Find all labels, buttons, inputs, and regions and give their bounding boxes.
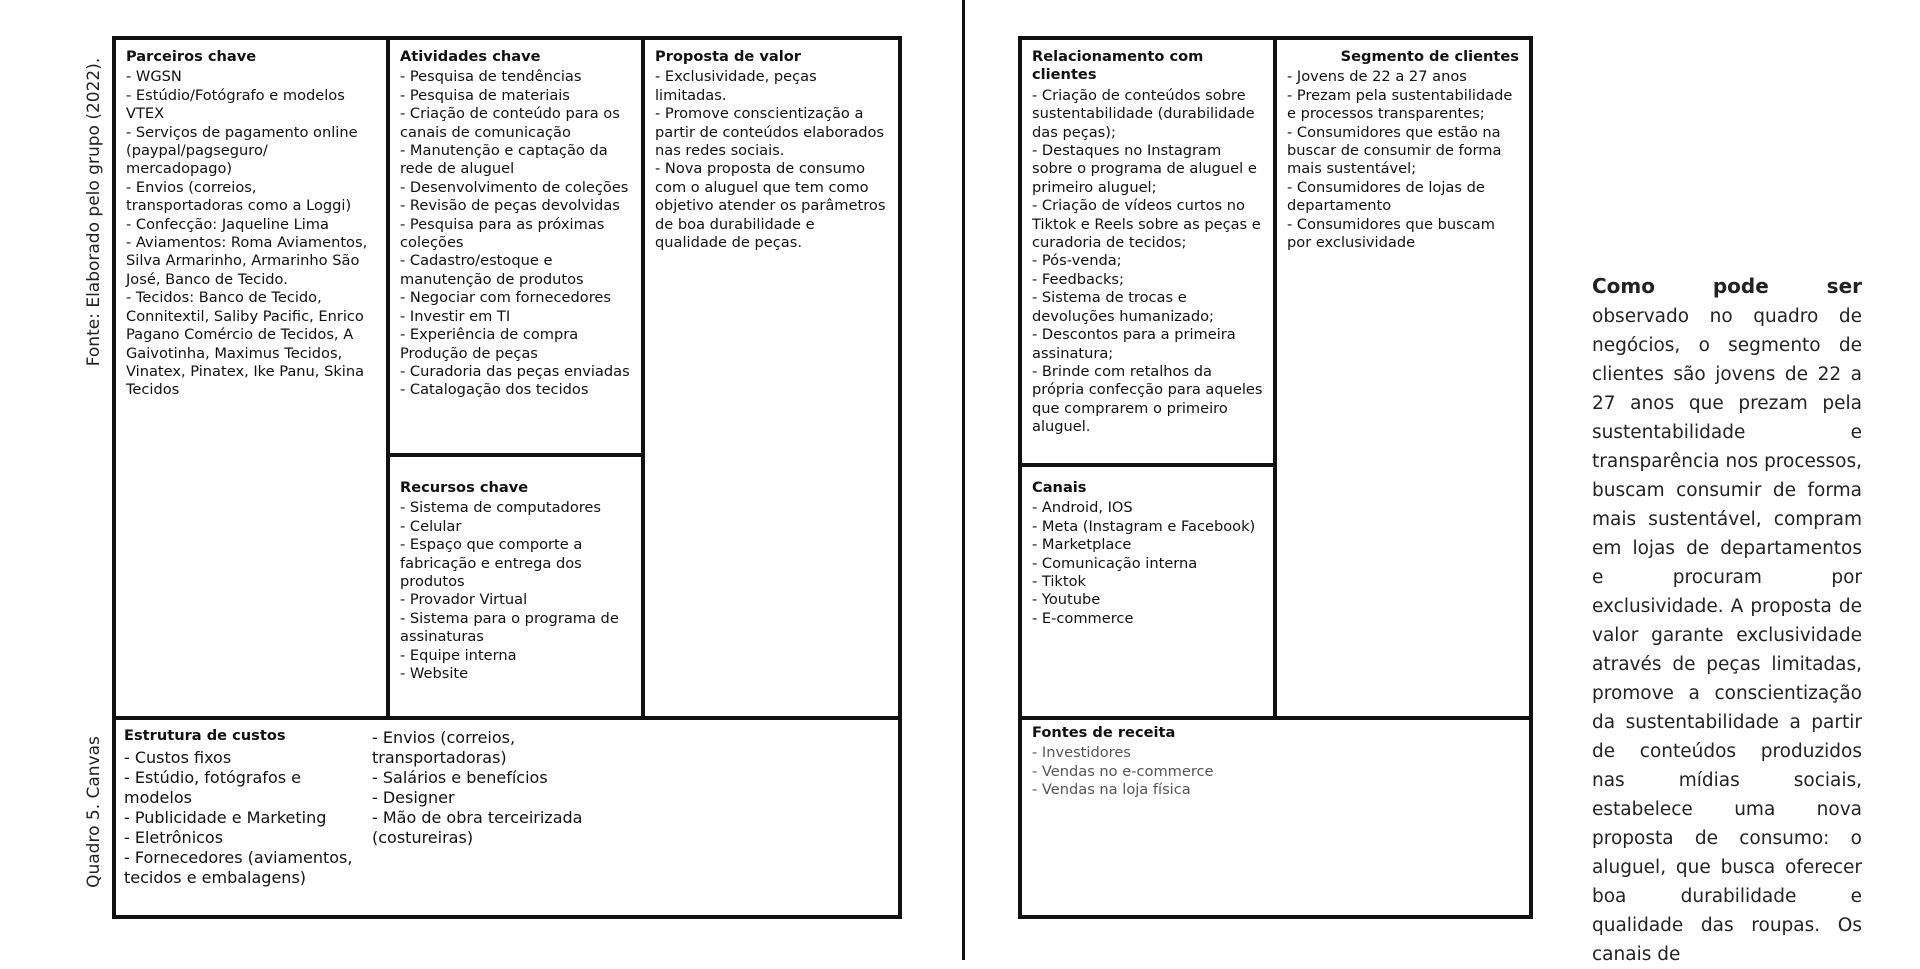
box-title: Parceiros chave bbox=[126, 48, 257, 65]
list-item: - E-commerce bbox=[1032, 609, 1134, 627]
list-item: - Mão de obra terceirizada (costureiras) bbox=[372, 808, 583, 847]
parceiros-chave-box bbox=[116, 40, 386, 716]
box-title: Atividades chave bbox=[400, 48, 541, 65]
fontes-receita-box bbox=[1022, 722, 1529, 916]
list-item: - Android, IOS bbox=[1032, 499, 1133, 517]
canais-box bbox=[1022, 471, 1273, 716]
list-item: - Website bbox=[400, 665, 469, 683]
list-item: - Pesquisa para as próximas coleções bbox=[400, 215, 605, 252]
list-item: - Descontos para a primeira assinatura; bbox=[1032, 326, 1236, 362]
list-item: - Promove conscientização a partir de conteúdos elaborados nas redes sociais. bbox=[655, 105, 884, 160]
estrutura-custos-box bbox=[114, 722, 898, 916]
relacionamento-clientes-box bbox=[1022, 40, 1273, 463]
list-item: - Consumidores que estão na buscar de consumir de forma mais sustentável; bbox=[1287, 123, 1502, 178]
list-item: - Vendas no e-commerce bbox=[1032, 762, 1214, 780]
list-item: - Vendas na loja física bbox=[1032, 781, 1191, 799]
list-item: - Fornecedores (aviamentos, tecidos e embalagens) bbox=[124, 848, 353, 887]
list-item: - Investidores bbox=[1032, 744, 1131, 762]
list-item: - Eletrônicos bbox=[124, 828, 224, 847]
list-item: - Custos fixos bbox=[124, 748, 232, 767]
item-list bbox=[1032, 87, 1263, 437]
list-item: - Comunicação interna bbox=[1032, 554, 1198, 572]
list-item: - Criação de vídeos curtos no Tiktok e Reels sobre as peças e curadoria de tecidos; bbox=[1032, 197, 1261, 252]
cost-column-1 bbox=[124, 748, 372, 888]
divider bbox=[1018, 463, 1277, 467]
list-item: - Youtube bbox=[1032, 591, 1101, 609]
source-caption: Fonte: Elaborado pelo grupo (2022). bbox=[84, 57, 104, 367]
list-item: - Cadastro/estoque e manutenção de produtos bbox=[400, 252, 584, 288]
item-list bbox=[126, 68, 376, 399]
list-item: - Destaques no Instagram sobre o programa de aluguel e primeiro aluguel; bbox=[1032, 142, 1257, 196]
segmento-clientes-box bbox=[1277, 40, 1529, 716]
list-item: - Pesquisa de tendências bbox=[400, 68, 582, 86]
item-list bbox=[1287, 68, 1519, 252]
list-item: - Sistema para o programa de assinaturas bbox=[400, 609, 619, 646]
list-item: - Consumidores de lojas de departamento bbox=[1287, 178, 1485, 215]
list-item: - Pesquisa de materiais bbox=[400, 86, 570, 104]
list-item: - Revisão de peças devolvidas bbox=[400, 197, 620, 215]
list-item: - Exclusividade, peças limitadas. bbox=[655, 68, 817, 104]
box-title: Recursos chave bbox=[400, 479, 529, 496]
item-list bbox=[400, 68, 631, 399]
box-title: Canais bbox=[1032, 479, 1087, 496]
item-list bbox=[655, 68, 888, 252]
page-divider bbox=[962, 0, 965, 960]
list-item: - Brinde com retalhos da própria confecção para aqueles que comprarem o primeiro aluguel. bbox=[1032, 362, 1263, 436]
list-item: - Manutenção e captação da rede de aluguel bbox=[400, 142, 608, 178]
box-title: Relacionamento com clientes bbox=[1032, 48, 1204, 84]
item-list bbox=[1032, 499, 1263, 628]
list-item: - Equipe interna bbox=[400, 646, 517, 664]
divider bbox=[112, 716, 902, 720]
list-item: - Meta (Instagram e Facebook) bbox=[1032, 517, 1256, 535]
box-title: Fontes de receita bbox=[1032, 724, 1176, 741]
paragraph-lead: Como pode ser bbox=[1592, 274, 1862, 298]
list-item: - Marketplace bbox=[1032, 536, 1132, 554]
list-item: - Sistema de trocas e devoluções humanizado; bbox=[1032, 289, 1214, 325]
list-item: - Designer bbox=[372, 788, 455, 807]
list-item: - Celular bbox=[400, 517, 462, 535]
box-title: Segmento de clientes bbox=[1340, 48, 1519, 65]
list-item: - Criação de conteúdo para os canais de comunicação bbox=[400, 105, 620, 141]
item-list bbox=[1032, 744, 1519, 799]
paragraph-body: observado no quadro de negócios, o segmento de clientes são jovens de 22 a 27 anos que prezam pela sustentabilidade e transparência nos processos, buscam consumir de forma mais sustentável, compram em lojas de departamentos e procuram por exclusividade. A proposta de valor garante exclusividade através de peças limitadas, promove a conscientização da sustentabilidade a partir de conteúdos produzidos nas mídias sociais, estabelece uma nova proposta de consumo: o aluguel, que busca oferecer boa durabilidade e qualidade das roupas. Os canais de bbox=[1592, 306, 1862, 965]
cost-column-2 bbox=[372, 728, 620, 888]
list-item: - Aviamentos: Roma Aviamentos, Silva Armarinho, Armarinho São José, Banco de Tecido. bbox=[126, 234, 368, 288]
list-item: - Serviços de pagamento online (paypal/pagseguro/ mercadopago) bbox=[126, 123, 358, 178]
list-item: - Tiktok bbox=[1032, 573, 1086, 591]
list-item: - Salários e benefícios bbox=[372, 768, 548, 787]
list-item: - Estúdio/Fotógrafo e modelos VTEX bbox=[126, 86, 345, 123]
proposta-valor-box bbox=[645, 40, 898, 716]
list-item: - Tecidos: Banco de Tecido, Connitextil, Saliby Pacific, Enrico Pagano Comércio de Tecidos, A Gaivotinha, Maximus Tecidos, Vinatex, Pinatex, Ike Panu, Skina Tecidos bbox=[126, 289, 365, 399]
list-item: - Envios (correios, transportadoras como a Loggi) bbox=[126, 178, 352, 215]
figure-caption: Quadro 5. Canvas bbox=[84, 736, 104, 888]
list-item: - Desenvolvimento de coleções bbox=[400, 178, 629, 196]
list-item: - Feedbacks; bbox=[1032, 270, 1124, 288]
divider bbox=[1018, 716, 1533, 720]
divider bbox=[386, 453, 645, 457]
atividades-chave-box bbox=[390, 40, 641, 453]
list-item: - Curadoria das peças enviadas bbox=[400, 362, 630, 380]
list-item: - WGSN bbox=[126, 68, 182, 86]
list-item: - Nova proposta de consumo com o aluguel que tem como objetivo atender os parâmetros de boa durabilidade e qualidade de peças. bbox=[655, 160, 886, 252]
list-item: - Envios (correios, transportadoras) bbox=[372, 728, 516, 767]
list-item: - Negociar com fornecedores bbox=[400, 289, 611, 307]
list-item: - Catalogação dos tecidos bbox=[400, 381, 589, 399]
box-title: Proposta de valor bbox=[655, 48, 801, 65]
list-item: - Provador Virtual bbox=[400, 591, 528, 609]
list-item: - Jovens de 22 a 27 anos bbox=[1287, 68, 1467, 86]
list-item: - Consumidores que buscam por exclusividade bbox=[1287, 215, 1495, 252]
list-item: - Confecção: Jaqueline Lima bbox=[126, 215, 329, 233]
list-item: - Pós-venda; bbox=[1032, 252, 1122, 270]
list-item: - Estúdio, fotógrafos e modelos bbox=[124, 768, 301, 807]
body-paragraph bbox=[1592, 272, 1862, 969]
list-item: - Criação de conteúdos sobre sustentabilidade (durabilidade das peças); bbox=[1032, 86, 1255, 141]
box-title: Estrutura de custos bbox=[124, 727, 286, 744]
list-item: - Publicidade e Marketing bbox=[124, 808, 327, 827]
list-item: - Investir em TI bbox=[400, 307, 511, 325]
list-item: - Experiência de compra Produção de peças bbox=[400, 326, 579, 362]
list-item: - Sistema de computadores bbox=[400, 499, 602, 517]
list-item: - Prezam pela sustentabilidade e processos transparentes; bbox=[1287, 86, 1513, 123]
item-list bbox=[400, 499, 631, 683]
list-item: - Espaço que comporte a fabricação e entrega dos produtos bbox=[400, 536, 583, 591]
recursos-chave-box bbox=[390, 471, 641, 716]
